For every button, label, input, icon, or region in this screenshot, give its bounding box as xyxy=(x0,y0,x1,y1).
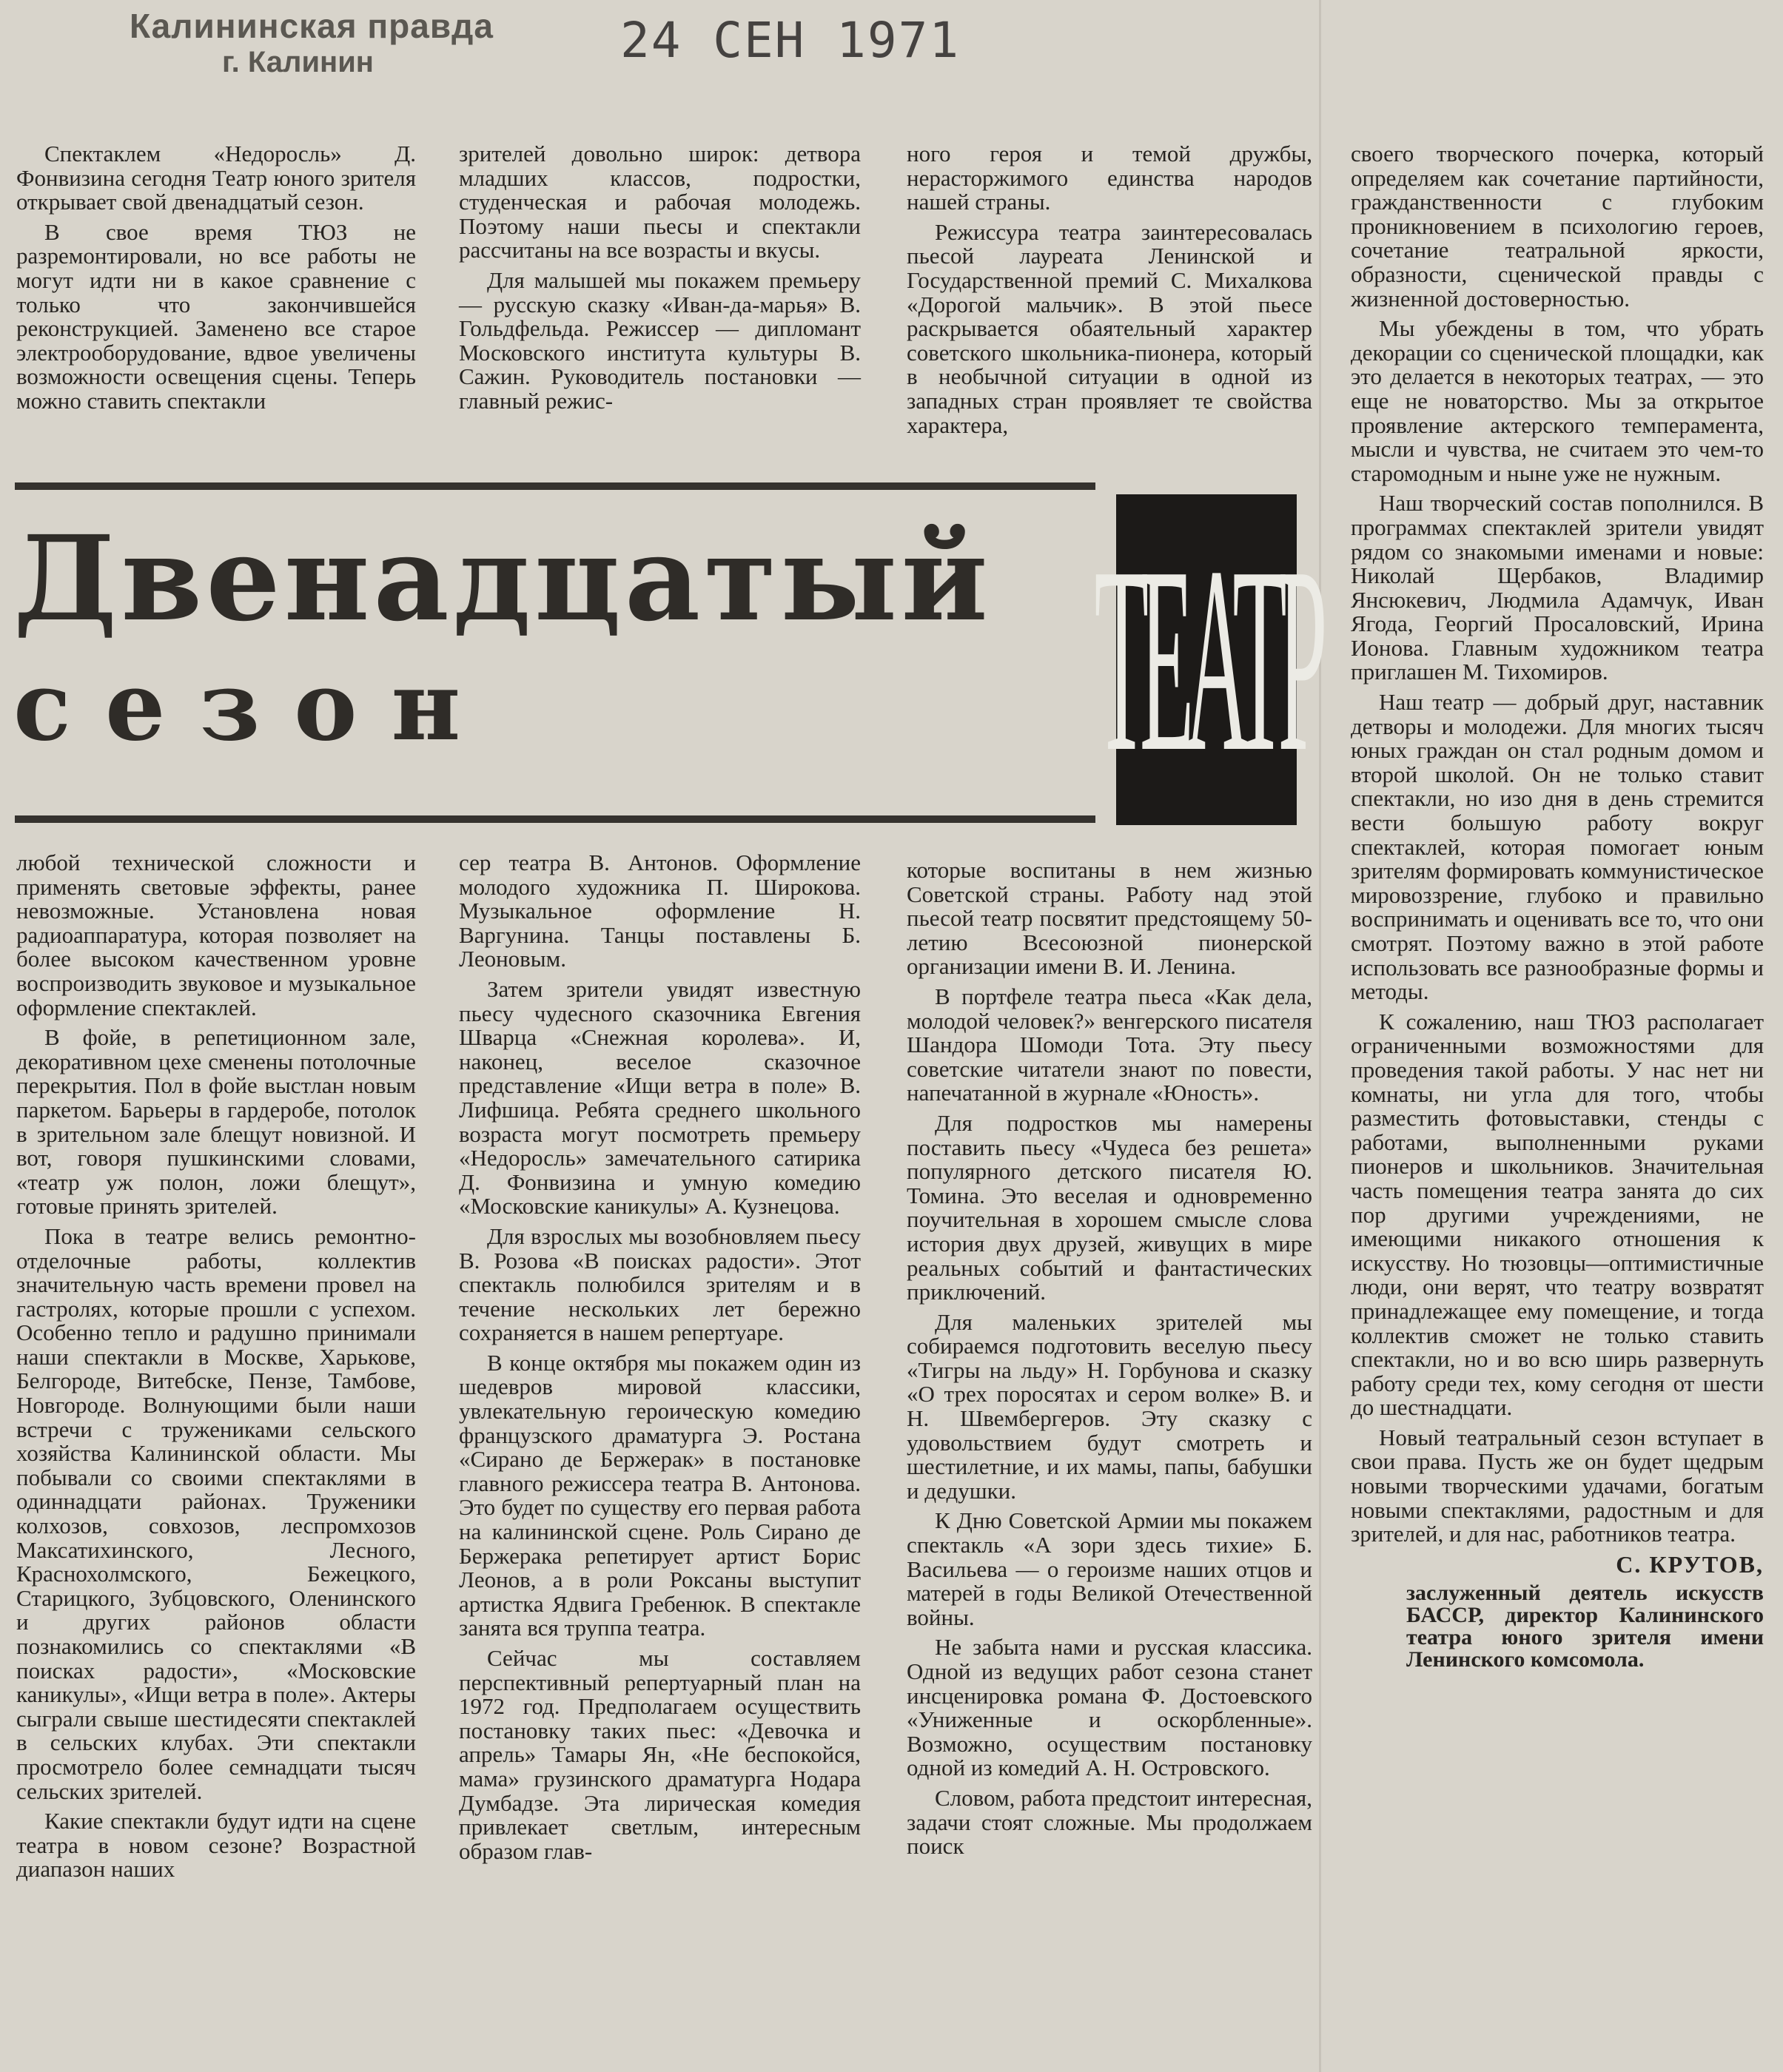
article-column-4 xyxy=(1351,142,1764,1671)
headline-top-rule xyxy=(15,482,1095,490)
paragraph: Новый театральный сезон вступает в свои права. Пусть же он будет щедрым новыми творческими удачами, богатым новыми спектаклями, радостным и для зрителей, и для нас, работников театра. xyxy=(1351,1424,1764,1547)
rubric-label: ТЕАТР xyxy=(1094,511,1319,807)
article-column-1-bottom xyxy=(16,851,416,1882)
paragraph: Для маленьких зрителей мы собираемся подготовить веселую пьесу «Тигры на льду» Н. Горбунова и сказку «О трех поросятах и сером волке» В. и Н. Швембергеров. Эту сказку с удовольствием будут смотреть и шестилетние, и их мамы, папы, бабушки и дедушки. xyxy=(907,1308,1312,1504)
paragraph: Какие спектакли будут идти на сцене театра в новом сезоне? Возрастной диапазон наших xyxy=(16,1808,416,1883)
paragraph: К сожалению, наш ТЮЗ располагает ограниченными возможностями для проведения такой работы. У нас нет ни комнаты, ни угла для того, чтобы разместить фотовыставки, стенды с работами, выполненными руками пионеров и школьников. Значительная часть помещения театра занята до сих пор другими учреждениями, не имеющими никакого отношения к искусству. Но тюзовцы—оптимистичные люди, они верят, что театру возвратят принадлежащее ему помещение, и тогда коллектив сможет не только ставить спектакли, но и во всю ширь развернуть работу среди тех, кому сегодня от шести до шестнадцати. xyxy=(1351,1008,1764,1421)
paragraph: Для малышей мы покажем премьеру — русскую сказку «Иван-да-марья» В. Гольдфельда. Режиссер — дипломант Московского института культуры В. Сажин. Руководитель постановки — главный режис- xyxy=(459,266,861,414)
newspaper-stamp: Калининская правда xyxy=(130,7,494,45)
article-column-1-top xyxy=(16,142,416,414)
paragraph: В конце октября мы покажем один из шедевров мировой классики, увлекательную героическую комедию французского драматурга Э. Ростана «Сирано де Бержерак» в постановке главного режиссера театра В. Антонова. Это будет по существу его первая работа на калининской сцене. Роль Сирано де Бержерака репетирует артист Борис Леонов, а в роли Роксаны выступит артистка Ядвига Гребенюк. В спектакле занята вся труппа театра. xyxy=(459,1349,861,1641)
paragraph: К Дню Советской Армии мы покажем спектакль «А зори здесь тихие» Б. Васильева — о героизме наших отцов и матерей в годы Великой Отечественной войны. xyxy=(907,1507,1312,1630)
paragraph: Словом, работа предстоит интересная, задачи стоят сложные. Мы продолжаем поиск xyxy=(907,1784,1312,1860)
paragraph: ного героя и темой дружбы, нерасторжимого единства народов нашей страны. xyxy=(907,141,1312,215)
headline-bottom-rule xyxy=(15,815,1095,823)
paragraph: которые воспитаны в нем жизнью Советской страны. Работу над этой пьесой театр посвятит предстоящему 50-летию Всесоюзной пионерской организации имени В. И. Ленина. xyxy=(907,857,1312,980)
paragraph: Пока в театре велись ремонтно-отделочные работы, коллектив значительную часть времени провел на гастролях, которые прошли с успехом. Особенно тепло и радушно принимали наши спектакли в Москве, Харькове, Белгороде, Витебске, Пензе, Тамбове, Новгороде. Волнующими были наши встречи с тружениками сельского хозяйства Калининской области. Мы побывали со своими спектаклями в одиннадцати районах. Труженики колхозов, совхозов, леспромхозов Максатихинского, Лесного, Краснохолмского, Бежецкого, Старицкого, Зубцовского, Оленинского и других районов области познакомились со спектаклями «В поисках радости», «Московские каникулы», «Ищи ветра в поле». Актеры сыграли свыше шестидесяти спектаклей в сельских клубах. Эти спектакли просмотрело более семнадцати тысяч сельских зрителей. xyxy=(16,1222,416,1804)
article-column-2-bottom xyxy=(459,851,861,1863)
paragraph: В фойе, в репетиционном зале, декоративном цехе сменены потолочные перекрытия. Пол в фойе выстлан новым паркетом. Барьеры в гардеробе, потолок в зрительном зале блещут новизной. И вот, говоря пушкинскими словами, «театр уж полон, ложи блещут», готовые принять зрителей. xyxy=(16,1024,416,1220)
paragraph: Затем зрители увидят известную пьесу чудесного сказочника Евгения Шварца «Снежная королева». И, наконец, веселое сказочное представление «Ищи ветра в поле» В. Лифшица. Ребята среднего школьного возраста могут посмотреть премьеру «Недоросль» замечательного сатирика Д. Фонвизина и умную комедию «Московские каникулы» А. Кузнецова. xyxy=(459,975,861,1220)
paragraph: Режиссура театра заинтересовалась пьесой лауреата Ленинской и Государственной премий С. Михалкова «Дорогой мальчик». В этой пьесе раскрывается обаятельный характер советского школьника-пионера, который в необычной ситуации в одной из западных стран проявляет те свойства характера, xyxy=(907,218,1312,438)
paragraph: Сейчас мы составляем перспективный репертуарный план на 1972 год. Предполагаем осуществить постановку таких пьес: «Девочка и апрель» Тамары Ян, «Не беспокойся, мама» грузинского драматурга Нодара Думбадзе. Эта лирическая комедия привлекает светлым, интересным образом глав- xyxy=(459,1645,861,1864)
rubric-logo xyxy=(1094,494,1319,825)
paragraph: Не забыта нами и русская классика. Одной из ведущих работ сезона станет инсценировка романа Ф. Достоевского «Униженные и оскорбленные». Возможно, осуществим постановку одной из комедий А. Н. Островского. xyxy=(907,1634,1312,1781)
paragraph: В портфеле театра пьеса «Как дела, молодой человек?» венгерского писателя Шандора Шомоди Тота. Эту пьесу советские читатели знают по повести, напечатанной в журнале «Юность». xyxy=(907,983,1312,1106)
headline-line-2: сезон xyxy=(13,651,495,762)
paragraph: Мы убеждены в том, что убрать декорации со сценической площадки, как это делается в некоторых театрах, — это еще не новаторство. Мы за открытое проявление актерского темперамента, мысли и чувства, не считаем это чем-то старомодным и ныне уже не нужным. xyxy=(1351,315,1764,486)
headline-line-1: Двенадцатый xyxy=(13,511,992,648)
paragraph: сер театра В. Антонов. Оформление молодого художника П. Широкова. Музыкальное оформление Н. Варгунина. Танцы поставлены Б. Леоновым. xyxy=(459,850,861,972)
article-column-3-top xyxy=(907,142,1312,437)
author-name: С. КРУТОВ, xyxy=(1616,1550,1764,1578)
paragraph: своего творческого почерка, который определяем как сочетание партийности, гражданственности с глубоким проникновением в психологию героев, сочетание театральной яркости, образности, сценической правды с жизненной достоверностью. xyxy=(1351,141,1764,312)
page-fold xyxy=(1319,0,1321,2072)
paragraph: В свое время ТЮЗ не разремонтировали, но все работы не могут идти ни в какое сравнение с только что закончившейся реконструкцией. Заменено все старое электрооборудование, вдвое увеличены возможности освещения сцены. Теперь можно ставить спектакли xyxy=(16,218,416,414)
city-stamp: г. Калинин xyxy=(222,46,374,78)
paragraph: Наш театр — добрый друг, наставник детворы и молодежи. Для многих тысяч юных граждан он стал родным домом и второй школой. Он не только ставит спектакли, но изо дня в день стремится вести большую работу вокруг спектаклей, которая помогает юным зрителям формировать коммунистическое мировоззрение, глубоко и правильно воспринимать и оценивать все то, что они смотрят. Поэтому важно в этой работе использовать все разнообразные формы и методы. xyxy=(1351,689,1764,1005)
paragraph: Для подростков мы намерены поставить пьесу «Чудеса без решета» популярного детского писателя Ю. Томина. Это веселая и одновременно поучительная в хорошем смысле слова история двух друзей, живущих в мире реальных событий и фантастических приключений. xyxy=(907,1109,1312,1305)
paragraph: Для взрослых мы возобновляем пьесу В. Розова «В поисках радости». Этот спектакль полюбился зрителям и в течение нескольких лет бережно сохраняется в нашем репертуаре. xyxy=(459,1222,861,1346)
paragraph: Наш творческий состав пополнился. В программах спектаклей зрители увидят рядом со знакомыми именами и новые: Николай Щербаков, Владимир Янсюкевич, Людмила Адамчук, Иван Ягода, Георгий Просаловский, Ирина Ионова. Главным художником театра приглашен М. Тихомиров. xyxy=(1351,490,1764,685)
date-stamp: 24 СЕН 1971 xyxy=(620,12,961,69)
paragraph: зрителей довольно широк: детвора младших классов, подростки, студенческая и рабочая молодежь. Поэтому наши пьесы и спектакли рассчитаны на все возрасты и вкусы. xyxy=(459,141,861,263)
paragraph: Спектаклем «Недоросль» Д. Фонвизина сегодня Театр юного зрителя открывает свой двенадцатый сезон. xyxy=(16,141,416,215)
article-column-3-bottom xyxy=(907,858,1312,1859)
article-column-2-top xyxy=(459,142,861,414)
author-title: заслуженный деятель искусств БАССР, директор Калининского театра юного зрителя имени Ленинского комсомола. xyxy=(1406,1581,1764,1672)
paragraph: любой технической сложности и применять световые эффекты, ранее невозможные. Установлена новая радиоаппаратура, которая позволяет на более высоком качественном уровне воспроизводить звуковое и музыкальное оформление спектаклей. xyxy=(16,850,416,1020)
